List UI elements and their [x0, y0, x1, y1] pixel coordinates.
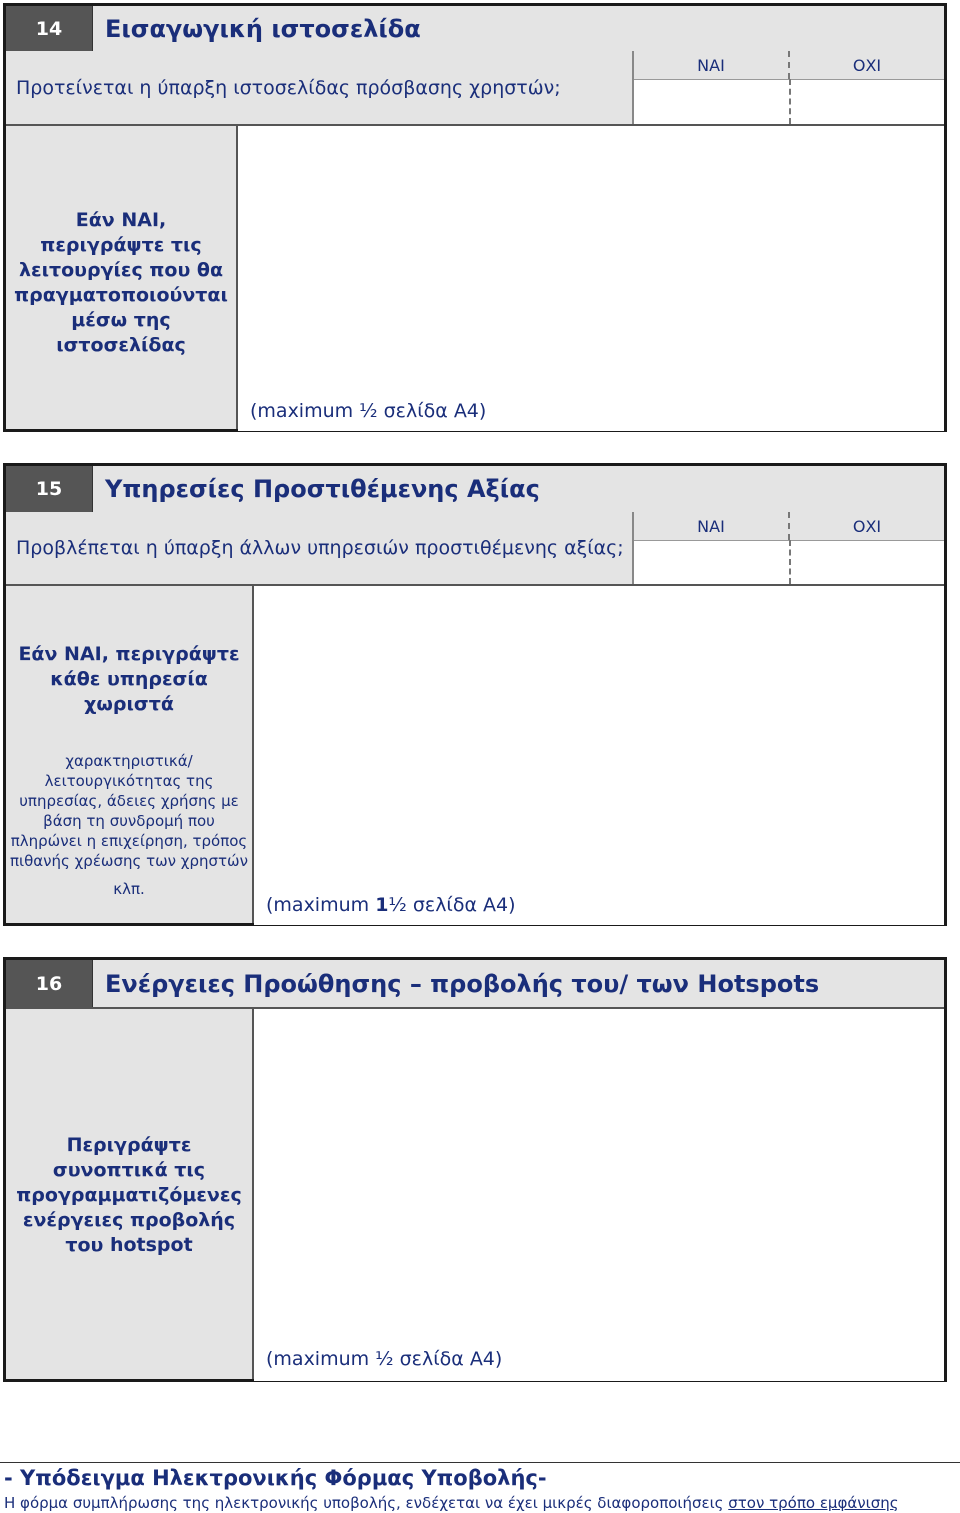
description-label: Εάν ΝΑΙ, περιγράψτε τις λειτουργίες που θα πραγματοποιούνται μέσω της ιστοσελίδας: [6, 124, 238, 429]
footer-note-underlined: στον τρόπο εμφάνισης: [728, 1494, 899, 1512]
description-label: Εάν ΝΑΙ, περιγράψτε κάθε υπηρεσία χωριστά χαρακτηριστικά/ λειτουργικότητας της υπηρεσίας, άδειες χρήσης με βάση τη συνδρομή που πληρώνει η επιχείρηση, τρόπος πιθανής χρέωσης των χρηστών κλπ.: [6, 584, 254, 923]
yes-no-choice: [632, 512, 944, 584]
section-title: Υπηρεσίες Προστιθέμενης Αξίας: [93, 466, 944, 512]
max-length-note: (maximum 1½ σελίδα Α4): [266, 894, 516, 916]
answer-area[interactable]: [254, 1007, 944, 1381]
yes-label: ΝΑΙ: [634, 512, 790, 540]
section-title: Ενέργειες Προώθησης – προβολής του/ των Hotspots: [93, 960, 944, 1007]
section-16: [3, 957, 947, 1382]
footer-note: Η φόρμα συμπλήρωσης της ηλεκτρονικής υποβολής, ενδέχεται να έχει μικρές διαφοροποιήσεις στον τρόπο εμφάνισης: [4, 1494, 899, 1512]
max-length-note: (maximum ½ σελίδα Α4): [266, 1348, 503, 1370]
section-number: 16: [6, 960, 93, 1007]
yes-label: ΝΑΙ: [634, 51, 790, 79]
question-text: Προτείνεται η ύπαρξη ιστοσελίδας πρόσβασης χρηστών;: [6, 51, 632, 124]
answer-area[interactable]: [254, 584, 944, 925]
no-label: ΟΧΙ: [852, 55, 882, 75]
description-hint: χαρακτηριστικά/ λειτουργικότητας της υπηρεσίας, άδειες χρήσης με βάση τη συνδρομή που πληρώνει η επιχείρηση, τρόπος πιθανής χρέωσης των χρηστών κλπ.: [10, 752, 248, 898]
description-label: Περιγράψτε συνοπτικά τις προγραμματιζόμενες ενέργειες προβολής του hotspot: [6, 1007, 254, 1379]
question-text: Προβλέπεται η ύπαρξη άλλων υπηρεσιών προστιθέμενης αξίας;: [6, 512, 632, 584]
yes-no-header: [634, 51, 944, 80]
yes-no-checkbox-area[interactable]: [789, 79, 791, 124]
answer-area[interactable]: [238, 124, 944, 431]
yes-no-choice: [632, 51, 944, 124]
footer-title: - Υπόδειγμα Ηλεκτρονικής Φόρμας Υποβολής-: [4, 1466, 547, 1490]
section-title: Εισαγωγική ιστοσελίδα: [93, 6, 944, 51]
yes-no-checkbox-area[interactable]: [789, 540, 791, 584]
section-number: 15: [6, 466, 93, 512]
yes-no-header: [634, 512, 944, 541]
section-number: 14: [6, 6, 93, 51]
no-label: ΟΧΙ: [852, 516, 882, 536]
footer-divider: [0, 1462, 960, 1463]
max-length-note: (maximum ½ σελίδα Α4): [250, 400, 487, 422]
section-14: [3, 3, 947, 432]
section-15: [3, 463, 947, 926]
